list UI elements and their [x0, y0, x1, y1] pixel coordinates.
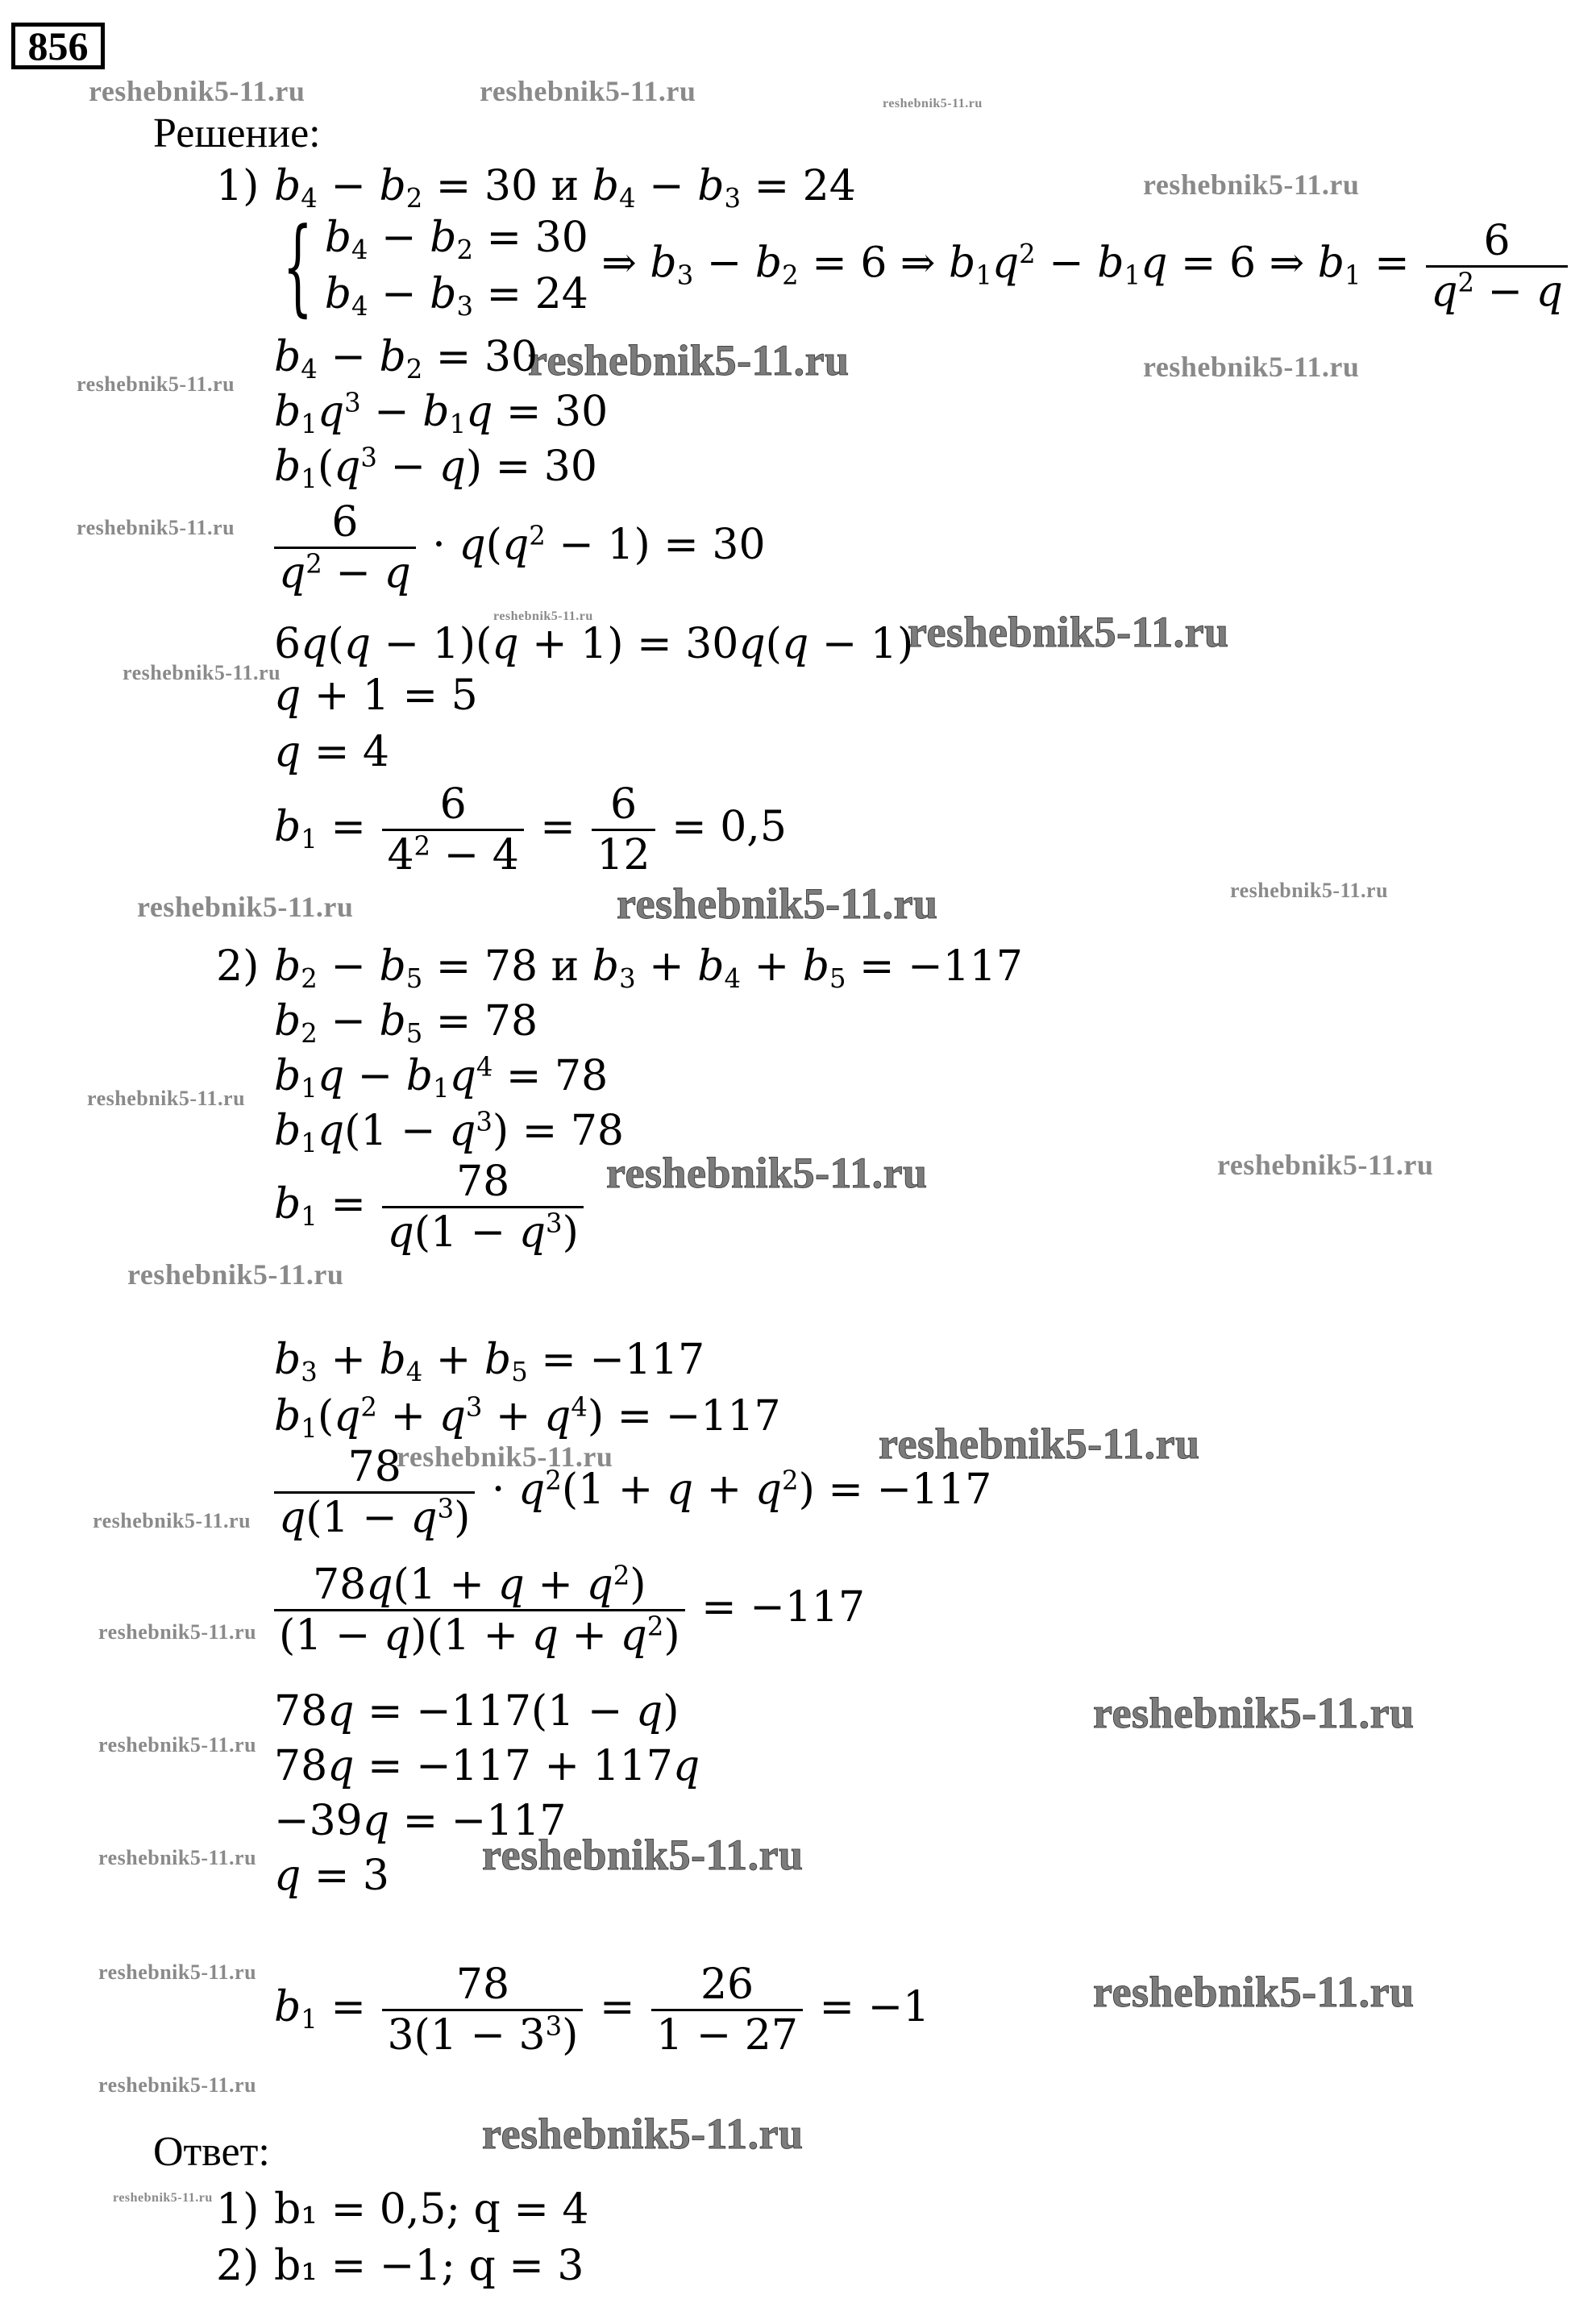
watermark: reshebnik5-11.ru — [482, 2110, 804, 2158]
watermark: reshebnik5-11.ru — [93, 1509, 251, 1532]
watermark: reshebnik5-11.ru — [908, 608, 1229, 656]
equation: q = 3 — [274, 1852, 390, 1900]
watermark: reshebnik5-11.ru — [98, 1733, 257, 1757]
equation: $\frac{78q(1 + q + q^2)}{(1 - q)(1 + q + q^2)}$ = −117 — [271, 1561, 865, 1660]
watermark: reshebnik5-11.ru — [1093, 1689, 1415, 1737]
equation: $b_4 - b_2 = 30$ и $b_4 - b_3 = 24$ — [274, 162, 856, 214]
watermark: reshebnik5-11.ru — [77, 516, 235, 539]
watermark: reshebnik5-11.ru — [137, 891, 354, 923]
answer-2: b₁ = −1; q = 3 — [274, 2242, 584, 2290]
watermark: reshebnik5-11.ru — [482, 1831, 804, 1879]
watermark: reshebnik5-11.ru — [77, 372, 235, 396]
watermark: reshebnik5-11.ru — [1217, 1149, 1434, 1181]
watermark: reshebnik5-11.ru — [89, 75, 305, 107]
equation: 78q = −117(1 − q) — [274, 1687, 680, 1736]
equation: $b_1q(1 - q^3) = 78$ — [274, 1106, 625, 1159]
watermark: reshebnik5-11.ru — [883, 97, 983, 110]
watermark: reshebnik5-11.ru — [606, 1149, 928, 1197]
equation: q + 1 = 5 — [274, 671, 478, 720]
part-2-label: 2) — [216, 942, 260, 991]
equation: $b_1$ = $\frac{6}{4^2 - 4}$ = $\frac{6}{12}$ = 0,5 — [274, 780, 787, 879]
watermark: reshebnik5-11.ru — [1093, 1968, 1415, 2016]
watermark: reshebnik5-11.ru — [617, 879, 938, 928]
watermark: reshebnik5-11.ru — [1143, 168, 1360, 201]
equation: −39q = −117 — [274, 1797, 567, 1845]
watermark: reshebnik5-11.ru — [879, 1420, 1200, 1468]
equation: $b_2 - b_5 = 78$ и $b_3 + b_4 + b_5 = -117$ — [274, 942, 1023, 995]
watermark: reshebnik5-11.ru — [528, 336, 850, 385]
equation: $\frac{78}{q(1 - q^3)}$ · $q^2(1 + q + q^2) = -117$ — [271, 1443, 991, 1542]
watermark: reshebnik5-11.ru — [98, 1960, 257, 1984]
answer-label: Ответ: — [153, 2129, 270, 2175]
answer-1: b₁ = 0,5; q = 4 — [274, 2185, 589, 2234]
watermark: reshebnik5-11.ru — [113, 2191, 213, 2205]
watermark: reshebnik5-11.ru — [87, 1087, 246, 1110]
solution-label: Решение: — [153, 110, 321, 156]
watermark: reshebnik5-11.ru — [480, 75, 696, 107]
answer-2-label: 2) — [216, 2242, 260, 2290]
equation: $\frac{6}{q^2 - q}$ · $q(q^2 - 1) = 30$ — [271, 498, 766, 597]
watermark: reshebnik5-11.ru — [98, 2073, 257, 2097]
answer-1-label: 1) — [216, 2185, 260, 2234]
watermark: reshebnik5-11.ru — [1230, 879, 1389, 902]
equation: $b_1(q^3 - q) = 30$ — [274, 442, 597, 495]
watermark: reshebnik5-11.ru — [98, 1846, 257, 1869]
equation: $b_1$ = $\frac{78}{3(1 - 3^3)}$ = $\frac{26}{1 - 27}$ = −1 — [274, 1960, 930, 2060]
equation: $b_4 - b_2 = 30$ — [274, 333, 538, 385]
equation: q = 4 — [274, 728, 390, 776]
problem-number: 856 — [11, 23, 105, 69]
equation: $b_1(q^2 + q^3 + q^4) = -117$ — [274, 1391, 781, 1445]
part-1-label: 1) — [216, 162, 260, 210]
watermark: reshebnik5-11.ru — [397, 1441, 613, 1473]
equation: $b_1q^3 - b_1q = 30$ — [274, 387, 609, 440]
equation-system: { $b_4 - b_2 = 30$ $b_4 - b_3 = 24$ ⇒ $b_3 - b_2 = 6$ ⇒ $b_1q^2 - b_1q = 6$ ⇒ $b_1$ = $\frac{6}{q^2 - q}$ — [264, 210, 1571, 322]
equation: 6q(q − 1)(q + 1) = 30q(q − 1) — [274, 620, 914, 668]
equation: 78q = −117 + 117q — [274, 1742, 700, 1790]
equation: $b_2 - b_5 = 78$ — [274, 997, 538, 1050]
equation: $b_1$ = $\frac{78}{q(1 - q^3)}$ — [274, 1158, 587, 1257]
watermark: reshebnik5-11.ru — [127, 1258, 344, 1291]
watermark: reshebnik5-11.ru — [1143, 351, 1360, 383]
equation: $b_3 + b_4 + b_5 = -117$ — [274, 1336, 705, 1388]
watermark: reshebnik5-11.ru — [493, 609, 593, 623]
watermark: reshebnik5-11.ru — [98, 1620, 257, 1644]
watermark: reshebnik5-11.ru — [123, 661, 281, 684]
equation: $b_1q - b_1q^4 = 78$ — [274, 1051, 609, 1104]
